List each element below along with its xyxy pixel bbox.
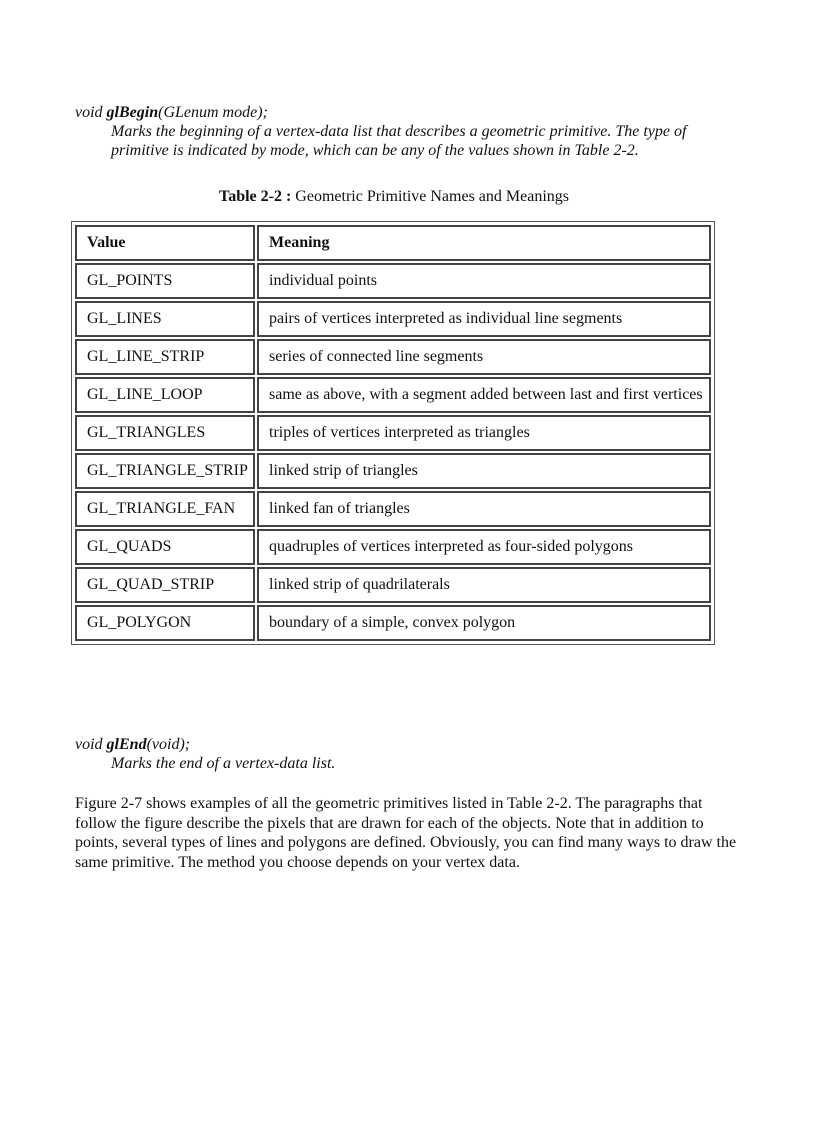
paragraph-line: follow the figure describe the pixels that are drawn for each of the objects. Note that in addition to — [75, 814, 704, 832]
body-paragraph — [75, 794, 745, 872]
glend-prototype — [75, 735, 190, 754]
cell-value: GL_QUADS — [75, 529, 255, 565]
table-row — [75, 529, 711, 565]
table-row — [75, 491, 711, 527]
table-row — [75, 377, 711, 413]
glend-args: (void); — [146, 736, 191, 753]
table-row — [75, 263, 711, 299]
table-row — [75, 415, 711, 451]
table-header-row — [75, 225, 711, 261]
glend-function-name: glEnd — [106, 736, 147, 753]
paragraph-line: same primitive. The method you choose depends on your vertex data. — [75, 853, 520, 871]
cell-value: GL_LINES — [75, 301, 255, 337]
glbegin-description-line: Marks the beginning of a vertex-data list that describes a geometric primitive. The type of — [111, 123, 687, 140]
glbegin-description — [111, 122, 741, 160]
cell-meaning: individual points — [257, 263, 711, 299]
cell-meaning: series of connected line segments — [257, 339, 711, 375]
paragraph-line: points, several types of lines and polygons are defined. Obviously, you can find many ways to draw the — [75, 834, 737, 851]
cell-value: GL_TRIANGLES — [75, 415, 255, 451]
cell-value: GL_LINE_STRIP — [75, 339, 255, 375]
glbegin-return-type: void — [75, 104, 107, 121]
table-row — [75, 339, 711, 375]
glbegin-prototype — [75, 103, 268, 122]
paragraph-line: Figure 2-7 shows examples of all the geometric primitives listed in Table 2-2. The paragraphs that — [75, 795, 703, 812]
table-row — [75, 567, 711, 603]
cell-value: GL_POINTS — [75, 263, 255, 299]
glbegin-description-line: primitive is indicated by mode, which can be any of the values shown in Table 2-2. — [111, 142, 639, 159]
cell-value: GL_TRIANGLE_FAN — [75, 491, 255, 527]
cell-meaning: linked strip of quadrilaterals — [257, 567, 711, 603]
table-row — [75, 605, 711, 641]
table-caption — [0, 187, 788, 207]
cell-meaning: linked fan of triangles — [257, 491, 711, 527]
cell-meaning: boundary of a simple, convex polygon — [257, 605, 711, 641]
cell-value: GL_QUAD_STRIP — [75, 567, 255, 603]
primitive-table — [71, 221, 715, 645]
header-value: Value — [75, 225, 255, 261]
table-caption-label: Table 2-2 : — [218, 188, 292, 205]
cell-meaning: triples of vertices interpreted as triangles — [257, 415, 711, 451]
cell-value: GL_TRIANGLE_STRIP — [75, 453, 255, 489]
cell-meaning: pairs of vertices interpreted as individual line segments — [257, 301, 711, 337]
cell-meaning: same as above, with a segment added between last and first vertices — [257, 377, 711, 413]
table-row — [75, 301, 711, 337]
cell-value: GL_POLYGON — [75, 605, 255, 641]
header-meaning: Meaning — [257, 225, 711, 261]
cell-meaning: quadruples of vertices interpreted as four-sided polygons — [257, 529, 711, 565]
table-caption-text: Geometric Primitive Names and Meanings — [291, 188, 570, 205]
glend-return-type: void — [75, 736, 107, 753]
cell-meaning: linked strip of triangles — [257, 453, 711, 489]
table-row — [75, 453, 711, 489]
cell-value: GL_LINE_LOOP — [75, 377, 255, 413]
glbegin-args: (GLenum mode); — [158, 104, 268, 121]
glend-description: Marks the end of a vertex-data list. — [111, 755, 336, 772]
glbegin-function-name: glBegin — [106, 104, 159, 121]
